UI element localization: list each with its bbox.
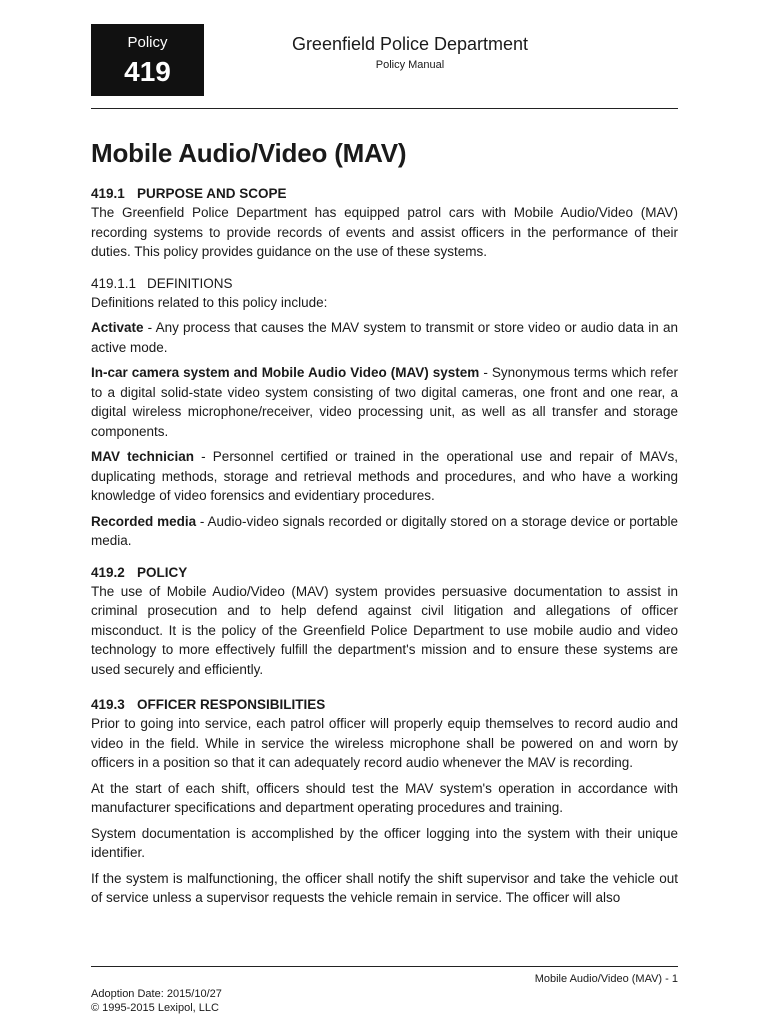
adoption-date: Adoption Date: 2015/10/27	[91, 988, 222, 1000]
definitions-intro: Definitions related to this policy include:	[91, 294, 328, 310]
section-title: PURPOSE AND SCOPE	[137, 186, 287, 201]
definition-item	[91, 363, 678, 441]
footer-info	[91, 987, 222, 1015]
document-body	[91, 138, 678, 908]
section-heading-purpose	[91, 184, 678, 203]
responsibility-paragraph: If the system is malfunctioning, the officer shall notify the shift supervisor and take the vehicle out of service unless a supervisor requests the vehicle remain in service. The officer will also	[91, 870, 678, 905]
definition-text: - Any process that causes the MAV system to transmit or store video or audio data in an active mode.	[91, 320, 678, 355]
header-divider	[91, 108, 678, 109]
section-title: POLICY	[137, 564, 188, 580]
footer-page-label: Mobile Audio/Video (MAV) - 1	[534, 973, 678, 985]
definition-term: MAV technician	[91, 449, 194, 464]
definition-item	[91, 318, 678, 357]
responsibility-paragraph: System documentation is accomplished by the officer logging into the system with their unique identifier.	[91, 825, 678, 860]
page-title: Mobile Audio/Video (MAV)	[91, 138, 407, 168]
definition-text: - Audio-video signals recorded or digitally stored on a storage device or portable media.	[91, 513, 678, 548]
policy-number: 419	[124, 56, 171, 87]
definition-term: Recorded media	[91, 513, 197, 529]
section-heading-officer-responsibilities	[91, 695, 678, 714]
footer-divider	[91, 966, 678, 967]
definition-term: Activate	[91, 320, 144, 335]
definition-term: In-car camera system and Mobile Audio Video (MAV) system	[91, 365, 480, 380]
department-name: Greenfield Police Department	[291, 34, 529, 54]
purpose-paragraph: The Greenfield Police Department has equipped patrol cars with Mobile Audio/Video (MAV) recording systems to provide records of events and assist officers in the performance of their duties. This policy provides guidance on the use of these systems.	[91, 205, 678, 259]
definition-text: - Synonymous terms which refer to a digital solid-state video system consisting of two digital cameras, one front and one rear, a digital wireless microphone/receiver, video processing unit, as well as all transfer and storage components.	[91, 365, 679, 439]
manual-name: Policy Manual	[375, 59, 445, 71]
policy-number-box	[91, 24, 204, 96]
responsibility-paragraph: Prior to going into service, each patrol officer will properly equip themselves to record audio and video in the field. While in service the wireless microphone shall be powered on and worn by officers in a position so that it can adequately record audio whenever the MAV is recording.	[91, 716, 678, 770]
section-number: 419.1.1	[91, 275, 137, 291]
section-number: 419.2	[91, 564, 125, 580]
page-header	[230, 33, 590, 71]
policy-label: Policy	[127, 34, 168, 51]
definition-text: - Personnel certified or trained in the operational use and repair of MAVs, duplicating methods, storage and retrieval methods and procedures, and who have a working knowledge of video forensics and evidentiary procedures.	[91, 449, 678, 503]
definition-item	[91, 447, 678, 506]
definition-item	[91, 512, 678, 551]
section-number: 419.1	[91, 186, 125, 201]
section-title: DEFINITIONS	[147, 275, 233, 291]
responsibility-paragraph: At the start of each shift, officers should test the MAV system's operation in accordance with manufacturer specifications and department operating procedures and training.	[91, 780, 678, 815]
section-heading-policy	[91, 563, 678, 582]
policy-paragraph: The use of Mobile Audio/Video (MAV) system provides persuasive documentation to assist in criminal prosecution and to help defend against civil litigation and allegations of officer misconduct. It is the policy of the Greenfield Police Department to use mobile audio and video technology to more effectively fulfill the department's mission and to ensure these systems are used securely and efficiently.	[91, 583, 678, 677]
section-title: OFFICER RESPONSIBILITIES	[137, 697, 326, 712]
section-heading-definitions	[91, 274, 678, 293]
section-number: 419.3	[91, 697, 125, 712]
copyright: © 1995-2015 Lexipol, LLC	[91, 1002, 219, 1014]
